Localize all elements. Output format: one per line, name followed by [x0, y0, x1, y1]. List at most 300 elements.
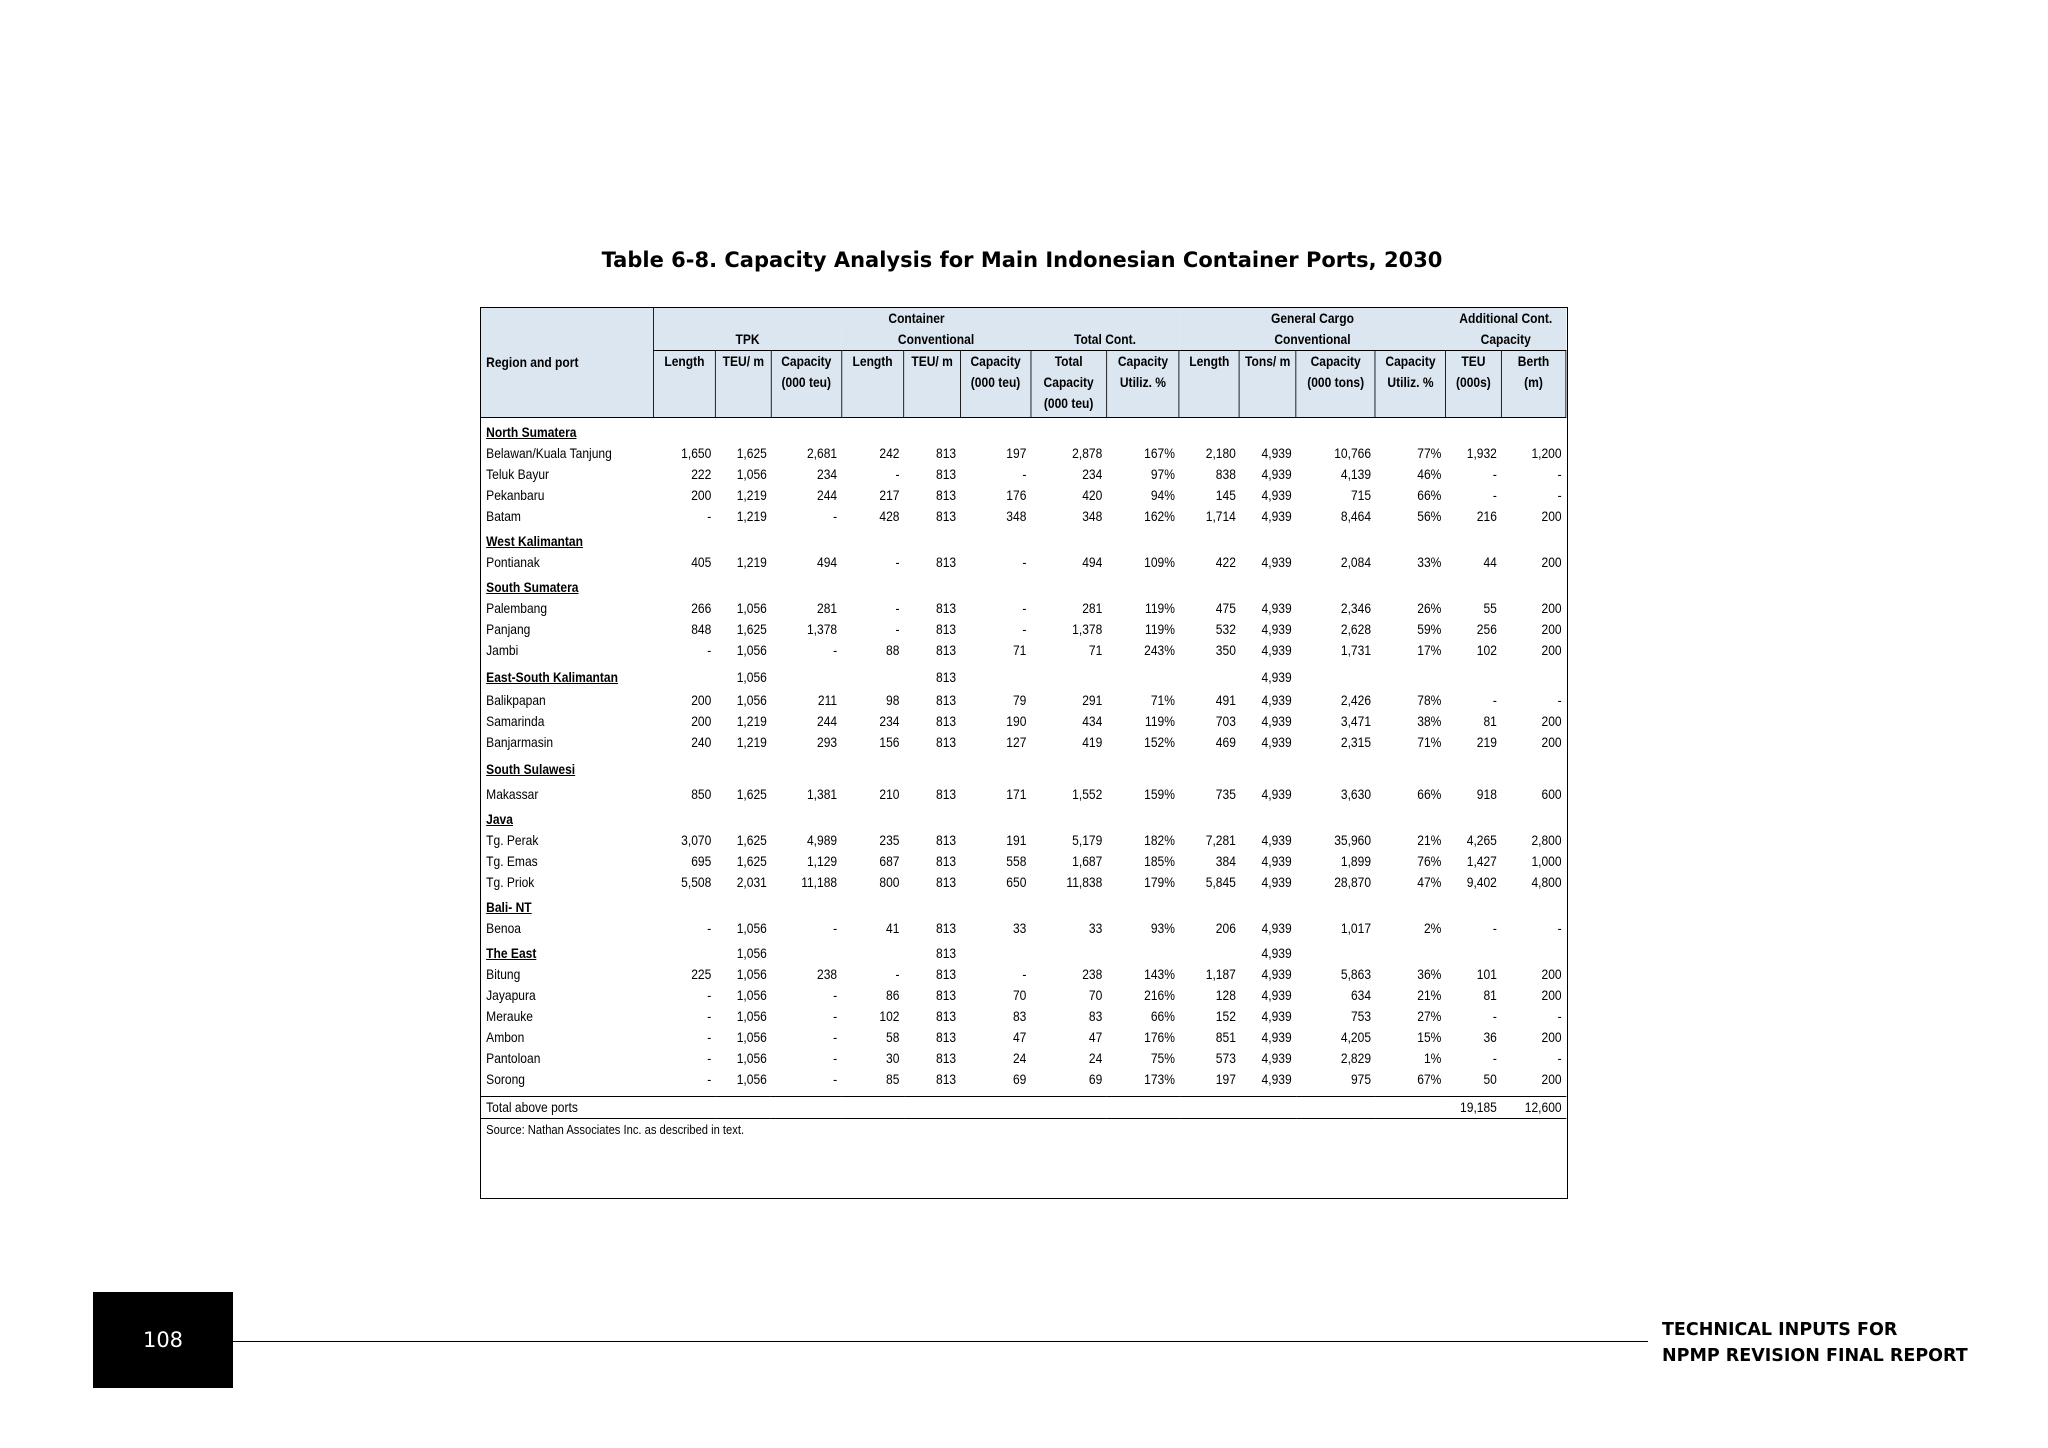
table-cell	[653, 577, 715, 598]
table-cell: 1,187	[1205, 966, 1236, 982]
header-additional: Additional Cont.	[1446, 308, 1566, 329]
table-cell: -	[1022, 966, 1027, 982]
table-cell: 813	[936, 966, 957, 982]
table-cell: 41	[886, 920, 900, 936]
table-row	[481, 598, 1566, 619]
table-cell: 1,056	[736, 987, 767, 1003]
column-header-line: (000 teu)	[970, 374, 1021, 390]
table-cell	[841, 943, 903, 964]
table-cell: 69	[1088, 1071, 1103, 1087]
table-cell: -	[707, 987, 712, 1003]
table-cell: 156	[879, 734, 900, 750]
table-cell: 5,508	[681, 874, 712, 890]
table-cell	[1179, 759, 1239, 780]
table-cell: 66%	[1150, 1008, 1175, 1024]
table-cell: 1,932	[1466, 445, 1497, 461]
table-cell: 4,800	[1531, 874, 1562, 890]
table-cell	[1501, 667, 1566, 688]
table-cell	[1501, 943, 1566, 964]
table-cell: 55	[1483, 600, 1497, 616]
table-row	[481, 918, 1566, 939]
table-cell: 200	[1541, 713, 1562, 729]
table-cell	[960, 577, 1030, 598]
column-header-line: Capacity	[1043, 374, 1094, 390]
table-cell: 190	[1006, 713, 1027, 729]
table-cell: 800	[879, 874, 900, 890]
column-header-line: Utiliz. %	[1387, 374, 1434, 390]
table-cell: 494	[817, 554, 838, 570]
header-gc-conventional: Conventional	[1179, 329, 1445, 351]
table-cell	[1446, 667, 1502, 688]
table-cell	[1375, 422, 1445, 443]
table-cell: 162%	[1144, 508, 1175, 524]
table-cell	[904, 531, 961, 552]
table-cell: 33%	[1417, 554, 1442, 570]
total-teu: 19,185	[1446, 1097, 1502, 1119]
table-cell: 1,056	[736, 966, 767, 982]
table-cell	[904, 897, 961, 918]
table-row	[481, 506, 1566, 527]
table-cell	[841, 897, 903, 918]
table-cell: 1,219	[736, 487, 767, 503]
table-cell	[1179, 943, 1239, 964]
table-cell: 532	[1215, 621, 1236, 637]
capacity-table-frame	[480, 307, 1568, 1199]
column-header	[960, 351, 1030, 418]
table-cell: 211	[817, 692, 838, 708]
port-name: Makassar	[486, 786, 539, 802]
column-header	[1446, 351, 1502, 418]
table-cell: 35,960	[1334, 832, 1372, 848]
table-cell: 47%	[1417, 874, 1442, 890]
table-cell: 24	[1088, 1050, 1103, 1066]
table-cell	[1375, 759, 1445, 780]
table-cell	[904, 759, 961, 780]
table-cell: -	[1022, 466, 1027, 482]
table-cell	[1375, 577, 1445, 598]
table-cell	[1501, 809, 1566, 830]
table-cell: 71	[1012, 642, 1027, 658]
table-cell: 200	[1541, 554, 1562, 570]
table-cell: 558	[1006, 853, 1027, 869]
table-cell: 405	[691, 554, 712, 570]
table-cell: 44	[1483, 554, 1497, 570]
table-cell: 36	[1483, 1029, 1497, 1045]
table-cell	[1239, 759, 1296, 780]
table-cell: 851	[1215, 1029, 1236, 1045]
table-cell: -	[833, 508, 838, 524]
table-cell: 234	[1082, 466, 1103, 482]
table-cell: 813	[936, 945, 957, 961]
table-cell	[716, 809, 772, 830]
region-name: Bali- NT	[486, 899, 532, 915]
table-cell: -	[895, 966, 900, 982]
table-cell: 1,000	[1531, 853, 1562, 869]
table-cell: -	[1492, 920, 1497, 936]
table-cell: 176	[1006, 487, 1027, 503]
table-cell: 266	[691, 600, 712, 616]
table-cell: 4,939	[1261, 786, 1292, 802]
table-cell: 1,714	[1205, 508, 1236, 524]
table-cell	[1296, 531, 1375, 552]
header-container: Container	[653, 308, 1179, 329]
table-cell	[653, 759, 715, 780]
table-cell: 11,188	[801, 874, 838, 890]
table-cell: -	[1557, 692, 1562, 708]
port-name: Belawan/Kuala Tanjung	[486, 445, 612, 461]
table-row	[481, 443, 1566, 464]
header-total-cont: Total Cont.	[1031, 329, 1180, 351]
table-cell	[771, 897, 841, 918]
table-cell: 191	[1006, 832, 1027, 848]
table-cell: 182%	[1144, 832, 1175, 848]
column-header-line: TEU/ m	[722, 353, 765, 369]
footer-rule	[233, 1341, 1648, 1342]
table-cell: 173%	[1144, 1071, 1175, 1087]
table-cell: 1,056	[736, 466, 767, 482]
table-cell	[1179, 897, 1239, 918]
table-cell	[1107, 943, 1180, 964]
table-cell: 4,939	[1261, 466, 1292, 482]
table-cell: 2%	[1423, 920, 1442, 936]
table-cell: 1,056	[736, 945, 767, 961]
column-header	[653, 351, 715, 418]
table-cell	[1107, 531, 1180, 552]
table-cell: -	[1022, 554, 1027, 570]
column-header-line: TEU/ m	[911, 353, 953, 369]
column-header-line: Length	[664, 353, 705, 369]
table-cell: 119%	[1145, 600, 1175, 616]
column-header-line: Capacity	[1385, 353, 1436, 369]
table-cell	[1107, 667, 1180, 688]
table-cell: 88	[886, 642, 900, 658]
table-cell: 81	[1483, 987, 1497, 1003]
table-cell: 813	[936, 920, 957, 936]
table-cell: 4,939	[1261, 1029, 1292, 1045]
table-cell: 813	[936, 874, 957, 890]
table-cell: 1,731	[1340, 642, 1372, 658]
table-cell: 1,056	[736, 600, 767, 616]
table-cell: 4,939	[1261, 692, 1292, 708]
table-cell: 420	[1082, 487, 1103, 503]
table-cell: 56%	[1417, 508, 1442, 524]
table-cell	[1501, 422, 1566, 443]
footer-report-title	[1662, 1317, 1968, 1369]
table-cell: 813	[936, 466, 957, 482]
table-cell: -	[707, 920, 712, 936]
header-capacity: Capacity	[1446, 329, 1566, 351]
table-cell	[960, 897, 1030, 918]
table-row	[481, 732, 1566, 753]
table-cell: 281	[817, 600, 838, 616]
column-header-line: (000 teu)	[1043, 395, 1094, 411]
table-cell: 1,056	[736, 642, 767, 658]
table-cell: 813	[936, 600, 957, 616]
table-cell	[653, 897, 715, 918]
source-note: Source: Nathan Associates Inc. as described in text.	[481, 1119, 1566, 1141]
table-cell	[1446, 897, 1502, 918]
table-cell: 4,939	[1261, 987, 1292, 1003]
table-cell: 4,939	[1261, 642, 1292, 658]
table-cell: 813	[936, 621, 957, 637]
table-cell	[1239, 531, 1296, 552]
table-cell: 5,863	[1340, 966, 1372, 982]
table-cell: 30	[886, 1050, 900, 1066]
table-cell: -	[1557, 920, 1562, 936]
table-cell: 813	[936, 853, 957, 869]
table-cell: 813	[936, 1029, 957, 1045]
table-cell: 5,845	[1205, 874, 1236, 890]
table-cell	[653, 531, 715, 552]
table-cell: -	[833, 920, 838, 936]
table-cell: 127	[1006, 734, 1027, 750]
table-cell: -	[833, 642, 838, 658]
table-cell: -	[1557, 1008, 1562, 1024]
table-cell: 71%	[1417, 734, 1442, 750]
table-cell: 109%	[1144, 554, 1175, 570]
table-cell: 813	[936, 832, 957, 848]
table-cell: 85	[886, 1071, 900, 1087]
table-cell: 4,939	[1261, 487, 1292, 503]
table-cell	[1031, 809, 1107, 830]
table-cell: 5,179	[1072, 832, 1103, 848]
region-row	[481, 943, 1566, 964]
port-name: Merauke	[486, 1008, 534, 1024]
table-cell: 4,939	[1261, 600, 1292, 616]
table-cell: 9,402	[1466, 874, 1497, 890]
table-cell	[1296, 943, 1375, 964]
table-cell: 58	[886, 1029, 900, 1045]
table-cell: 210	[879, 786, 900, 802]
column-header	[1239, 351, 1296, 418]
table-cell: 1,625	[736, 832, 767, 848]
table-cell: 384	[1215, 853, 1236, 869]
table-cell: 256	[1476, 621, 1497, 637]
table-cell	[1446, 422, 1502, 443]
table-cell: 244	[817, 713, 838, 729]
table-cell: 216	[1476, 508, 1497, 524]
total-row	[481, 1097, 1566, 1119]
table-cell: 475	[1215, 600, 1236, 616]
table-cell	[841, 531, 903, 552]
table-cell: -	[833, 1050, 838, 1066]
table-cell: 200	[1541, 734, 1562, 750]
table-cell: 1,056	[736, 1071, 767, 1087]
table-cell: 83	[1088, 1008, 1103, 1024]
table-cell: 281	[1082, 600, 1103, 616]
table-cell	[904, 809, 961, 830]
table-row	[481, 1006, 1566, 1027]
table-cell: 703	[1215, 713, 1236, 729]
table-cell: -	[707, 1008, 712, 1024]
region-row	[481, 422, 1566, 443]
region-row	[481, 809, 1566, 830]
table-cell: 2,681	[806, 445, 838, 461]
table-cell	[771, 759, 841, 780]
column-header	[1296, 351, 1375, 418]
table-cell: 28,870	[1334, 874, 1372, 890]
table-cell: 83	[1012, 1008, 1027, 1024]
table-cell: -	[707, 1050, 712, 1066]
table-cell: -	[1492, 692, 1497, 708]
table-cell	[771, 809, 841, 830]
table-cell: 222	[691, 466, 712, 482]
table-cell	[1031, 577, 1107, 598]
table-cell: -	[833, 1071, 838, 1087]
table-row	[481, 552, 1566, 573]
table-cell: 813	[936, 642, 957, 658]
table-cell	[841, 577, 903, 598]
table-cell: 573	[1215, 1050, 1236, 1066]
table-cell: 15%	[1417, 1029, 1442, 1045]
table-cell: 1,200	[1531, 445, 1562, 461]
table-row	[481, 640, 1566, 661]
table-row	[481, 985, 1566, 1006]
table-cell: -	[833, 1029, 838, 1045]
table-cell: 243%	[1144, 642, 1175, 658]
region-name: West Kalimantan	[486, 533, 583, 549]
footer-line-2: NPMP REVISION FINAL REPORT	[1662, 1346, 1968, 1366]
table-cell	[1031, 667, 1107, 688]
port-name: Banjarmasin	[486, 734, 554, 750]
port-name: Samarinda	[486, 713, 545, 729]
table-cell: 152	[1215, 1008, 1236, 1024]
table-cell: 66%	[1417, 487, 1442, 503]
table-cell: 4,939	[1261, 713, 1292, 729]
region-row	[481, 897, 1566, 918]
port-name: Tg. Priok	[486, 874, 535, 890]
table-cell	[1031, 943, 1107, 964]
table-cell: 70	[1088, 987, 1103, 1003]
table-cell: 24	[1012, 1050, 1027, 1066]
column-header	[841, 351, 903, 418]
table-cell	[1501, 531, 1566, 552]
table-cell: 2,346	[1340, 600, 1372, 616]
total-label: Total above ports	[481, 1097, 1446, 1119]
table-cell: 225	[691, 966, 712, 982]
table-cell: 4,939	[1261, 853, 1292, 869]
table-cell: 4,939	[1261, 966, 1292, 982]
table-cell: 1,625	[736, 786, 767, 802]
table-cell: 975	[1350, 1071, 1372, 1087]
port-name: Pekanbaru	[486, 487, 545, 503]
column-header-line: Berth	[1517, 353, 1550, 369]
port-name: Tg. Emas	[486, 853, 538, 869]
table-cell: -	[1557, 1050, 1562, 1066]
table-cell: 93%	[1150, 920, 1175, 936]
table-cell: 650	[1006, 874, 1027, 890]
header-conventional: Conventional	[841, 329, 1030, 351]
table-cell: 293	[817, 734, 838, 750]
table-cell: 200	[691, 692, 712, 708]
table-cell: 98	[886, 692, 900, 708]
port-name: Benoa	[486, 920, 521, 936]
table-cell	[1239, 809, 1296, 830]
table-cell: 4,939	[1261, 920, 1292, 936]
table-cell	[1179, 577, 1239, 598]
table-row	[481, 1027, 1566, 1048]
table-cell	[841, 809, 903, 830]
port-name: Pantoloan	[486, 1050, 541, 1066]
table-cell: 1,625	[736, 853, 767, 869]
table-cell: 1,219	[736, 508, 767, 524]
table-cell: 200	[1541, 508, 1562, 524]
table-cell: 3,070	[681, 832, 712, 848]
table-row	[481, 711, 1566, 732]
table-cell: 200	[1541, 987, 1562, 1003]
table-cell: 419	[1082, 734, 1103, 750]
table-cell: 1,378	[806, 621, 838, 637]
table-cell	[716, 531, 772, 552]
table-cell: 86	[886, 987, 900, 1003]
table-cell: 850	[691, 786, 712, 802]
table-cell	[1179, 531, 1239, 552]
total-berth: 12,600	[1501, 1097, 1566, 1119]
table-cell: 813	[936, 1071, 957, 1087]
table-cell: 813	[936, 487, 957, 503]
table-caption: Table 6-8. Capacity Analysis for Main Indonesian Container Ports, 2030	[601, 248, 1443, 272]
region-name: East-South Kalimantan	[486, 669, 618, 685]
table-cell	[1375, 531, 1445, 552]
table-cell: -	[707, 1071, 712, 1087]
port-name: Ambon	[486, 1029, 525, 1045]
table-cell: 200	[1541, 966, 1562, 982]
table-cell: 2,315	[1340, 734, 1372, 750]
table-cell: 216%	[1144, 987, 1175, 1003]
table-cell: 46%	[1417, 466, 1442, 482]
table-cell: 469	[1215, 734, 1236, 750]
table-cell	[1107, 897, 1180, 918]
table-cell: 1,219	[736, 554, 767, 570]
table-cell: -	[1022, 600, 1027, 616]
table-cell	[771, 531, 841, 552]
table-cell	[1031, 759, 1107, 780]
table-cell	[1296, 577, 1375, 598]
table-cell: 21%	[1417, 832, 1442, 848]
table-cell	[960, 759, 1030, 780]
table-cell: 350	[1215, 642, 1236, 658]
table-cell: -	[1557, 487, 1562, 503]
column-header-line: Tons/ m	[1245, 353, 1291, 369]
table-cell: 4,939	[1261, 554, 1292, 570]
table-cell	[771, 577, 841, 598]
table-cell: -	[1492, 1008, 1497, 1024]
table-cell: 143%	[1144, 966, 1175, 982]
table-cell: 1,427	[1466, 853, 1497, 869]
table-cell: 234	[817, 466, 838, 482]
table-cell	[1239, 577, 1296, 598]
table-cell: 1,056	[736, 1008, 767, 1024]
table-cell	[653, 422, 715, 443]
table-cell: 67%	[1417, 1071, 1442, 1087]
table-cell: 4,939	[1261, 508, 1292, 524]
table-cell	[1296, 422, 1375, 443]
table-cell	[1239, 897, 1296, 918]
table-cell: 119%	[1145, 621, 1175, 637]
column-header-line: Length	[1189, 353, 1230, 369]
page-number-box	[93, 1292, 233, 1388]
table-cell: 428	[879, 508, 900, 524]
table-cell: 78%	[1417, 692, 1442, 708]
table-cell: 1,056	[736, 920, 767, 936]
table-cell: 217	[879, 487, 900, 503]
table-cell	[1031, 897, 1107, 918]
table-cell: 97%	[1150, 466, 1175, 482]
table-cell: 1,056	[736, 1050, 767, 1066]
table-cell: 4,205	[1340, 1029, 1372, 1045]
table-cell	[1501, 897, 1566, 918]
table-cell: 838	[1215, 466, 1236, 482]
